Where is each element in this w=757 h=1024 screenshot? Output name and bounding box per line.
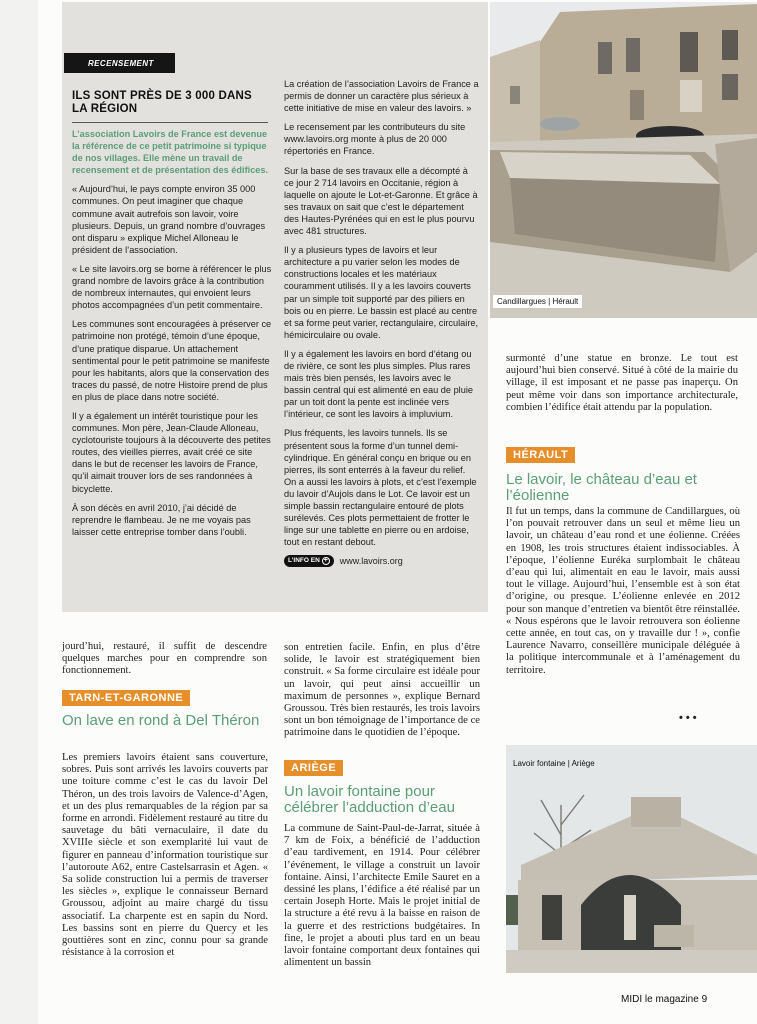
- box-paragraph: Il y a également un intérêt touristique pour les communes. Mon père, Jean-Claude Alloneau, cyclotouriste toujours à la découverte des petites routes, des vieilles pierres, avait créé ce site dans le but de recenser les lavoirs de France, qu’il aimait trouver lors de ses randonnées à bicyclette.: [72, 410, 271, 494]
- photo-caption: Candillargues | Hérault: [493, 295, 582, 308]
- headline-herault: Le lavoir, le château d’eau et l’éolienne: [506, 471, 697, 504]
- photo-candillargues: [490, 2, 757, 318]
- headline-ariege: Un lavoir fontaine pour célébrer l’adduction d’eau: [284, 783, 455, 816]
- box-paragraph: Il y a plusieurs types de lavoirs et leur architecture a pu varier selon les modes de constructions locales et les matériaux couramment utilisés. Il y a les lavoirs couverts par un simple toit supporté par des piliers en bois ou en pierre. Le bassin est placé au centre et sa forme peut varier, rectangulaire, circulaire, hémicirculaire ou ovale.: [284, 245, 479, 340]
- box-paragraph: À son décès en avril 2010, j’ai décidé de reprendre le flambeau. Je ne me voyais pas laisser cette entreprise tomber dans l’oubli.: [72, 502, 251, 537]
- end-of-article-mark: •••: [679, 712, 700, 724]
- section-tag: RECENSEMENT: [64, 53, 175, 73]
- region-label-ariege: ARIÈGE: [284, 760, 343, 776]
- box-paragraph: Il y a également les lavoirs en bord d’étang ou de rivière, ce sont les plus simples. Plus rares mais très bien pensés, les lavoirs avec le bassin central qui est alimenté en eau de pluie par un toit dont la pente est inclinée vers l’intérieur, ce sont les lavoirs à impluvium.: [284, 348, 473, 420]
- plus-icon: +: [323, 557, 328, 565]
- info-line: [284, 555, 480, 567]
- headline-tarn: On lave en rond à Del Théron: [62, 712, 260, 729]
- photo-caption: Lavoir fontaine | Ariège: [513, 759, 595, 768]
- title-divider: [72, 122, 268, 123]
- box-paragraph: La création de l’association Lavoirs de France a permis de donner un caractère plus sérieux à cette initiative de mise en valeur des lavoirs. »: [284, 79, 479, 114]
- box-paragraph: Le recensement par les contributeurs du site www.lavoirs.org monte à plus de 20 000 répertoriés en France.: [284, 122, 466, 157]
- box-column-2: [284, 78, 480, 567]
- lavoir-building-illustration: [490, 2, 757, 318]
- fountain-pavilion-illustration: [506, 745, 757, 973]
- box-paragraph: Sur la base de ses travaux elle a décompté à ce jour 2 714 lavoirs en Occitanie, région à laquelle on ajoute le Lot-et-Garonne. Et grâce à ses travaux on sait que c’est le département des Hautes-Pyrénées qui en est le plus pourvu avec 481 structures.: [284, 165, 478, 237]
- ariege-intro: son entretien facile. Enfin, en plus d’être solide, le lavoir est stratégiquement bien construit. « Sa forme circulaire est idéale pour un lavoir, qui peut ainsi accueillir un maximum de personnes », explique Bernard Groussou. Très bien restaurés, les trois lavoirs sont un bon témoignage de l’importance de ce patrimoine dans le quotidien de l’époque.: [284, 642, 480, 739]
- box-paragraph: « Le site lavoirs.org se borne à référencer le plus grand nombre de lavoirs grâce à la contribution de nombreux internautes, qui envoient leurs photos accompagnées d’un petit commentaire.: [72, 263, 272, 311]
- box-lead: L’association Lavoirs de France est devenue la référence de ce petit patrimoine si typique de nos villages. Elle mène un travail de recensement et de présentation des édifices.: [72, 129, 269, 176]
- herault-body: Il fut un temps, dans la commune de Candillargues, où l’on pouvait retrouver dans un seul et même lieu un lavoir, un château d’eau rond et une éolienne. Créées en 1908, les trois structures étaient indissociables. À l’époque, l’éolienne Euréka surplombait le château d’eau qui lui, alimentait en eau le lavoir, mais aussi tout le village. Aujourd’hui, l’ensemble est à son état d’origine, ou presque. L’éolienne enlevée en 2012 pour son manque d’entretien va bientôt être réinstallée. « Nous espérons que le lavoir retrouvera son éolienne cette année, en tout cas, on y travaille dur ! », confie Laurence Navarro, conseillère municipale déléguée à la politique intercommunale et à l’aménagement du territoire.: [506, 506, 740, 676]
- info-url-link[interactable]: www.lavoirs.org: [339, 556, 403, 567]
- ariege-body: La commune de Saint-Paul-de-Jarrat, située à 7 km de Foix, a bénéficié de l’adduction d’eau tardivement, en 1914. Pour célébrer l’événement, le village a construit un lavoir fontaine. Ainsi, l’architecte Emile Sauret en a dessiné les plans, l’édifice a été réalisé par un certain Joseph Horte. Mais le projet initial de la structure a été revu à la baisse en raison de la guerre et des restrictions budgétaires. In fine, le projet a abouti plus tard en un beau lavoir fontaine comportant deux fontaines qui alimentent un bassin: [284, 823, 480, 969]
- photo-lavoir-fontaine: [506, 745, 757, 973]
- box-paragraph: Les communes sont encouragées à préserver ce patrimoine non protégé, témoin d’une époque, d’une pratique disparue. Un attachement sentimental pour le petit patrimoine se manifeste pour les habitants, alors que la conservation des traces du passé, de notre Histoire prend de plus en plus de place dans notre société.: [72, 319, 272, 402]
- page-folio: MIDI le magazine 9: [621, 994, 708, 1005]
- info-badge: L’INFO EN +: [284, 555, 334, 567]
- box-paragraph: « Aujourd’hui, le pays compte environ 35 000 communes. On peut imaginer que chaque commune avait autrefois son lavoir, voire plusieurs. Depuis, un grand nombre d’ouvrages ont disparu » explique Michel Alloneau le président de l’association.: [72, 184, 266, 255]
- region-label-tarn: TARN-ET-GARONNE: [62, 690, 190, 706]
- box-title: ILS SONT PRÈS DE 3 000 DANS LA RÉGION: [72, 90, 252, 115]
- page-binding-margin: [0, 0, 38, 1024]
- tarn-intro: jourd’hui, restauré, il suffit de descendre quelques marches pour en comprendre son fonctionnement.: [62, 641, 267, 677]
- box-column-1: [72, 128, 274, 545]
- box-paragraph: Plus fréquents, les lavoirs tunnels. Ils se présentent sous la forme d’un tunnel demi-cylindrique. En général conçu en brique ou en pierres, ils sont enterrés à la faveur du relief. On a aussi les lavoirs à plots, et c’est l’exemple du lavoir d’Aujols dans le Lot. Ce lavoir est un simple bassin rectangulaire entouré de plots surélevés. Ces plots permettaient de frotter le linge sur une tablette en pierre ou en ardoise, tout en restant debout.: [284, 428, 477, 548]
- region-label-herault: HÉRAULT: [506, 447, 575, 463]
- herault-intro: surmonté d’une statue en bronze. Le tout est aujourd’hui bien conservé. Situé à côté de la mairie du village, il est imposant et ne passe pas inaperçu. On peut même voir dans son importance architecturale, combien l’édifice était attendu par la population.: [506, 353, 738, 413]
- tarn-body: Les premiers lavoirs étaient sans couverture, sobres. Puis sont arrivés les lavoirs couverts par une toiture comme c’est le cas du lavoir Del Théron, un des trois lavoirs de Valence-d’Agen, et un des plus remarquables de la région par sa forme en arrondi. Fidèlement restauré au titre du sauvetage du bâti vernaculaire, il date du XVIIIe siècle et son exemplarité lui vaut de figurer en panneau d’information touristique sur l’autoroute A62, entre Castelsarrasin et Agen. « Sa solide construction lui a permis de traverser les siècles », explique le connaisseur Bernard Groussou, adjoint au maire chargé du tissu associatif. La charpente est en sapin du Nord. Les bassins sont en pierre du Quercy et les gouttières sont en zinc, connu pour sa grande résistance à la corrosion et: [62, 752, 268, 959]
